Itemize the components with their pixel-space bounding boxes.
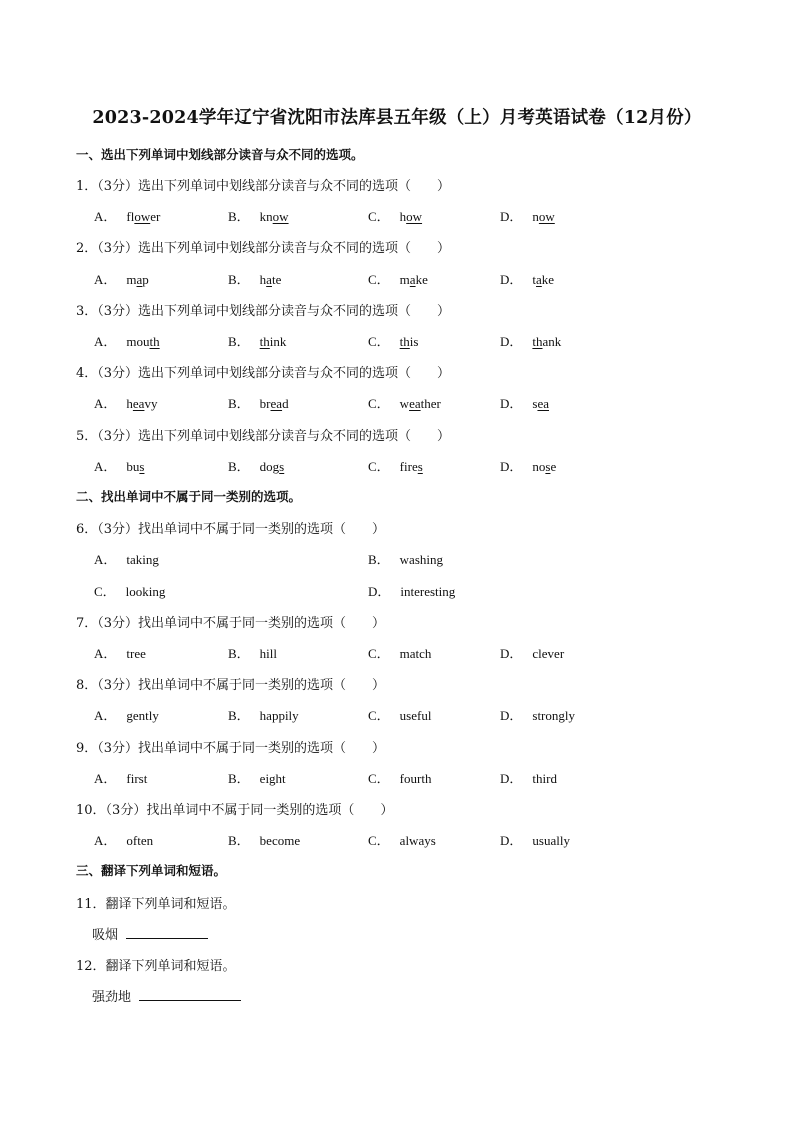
q5-option-a: A． bus [94, 459, 145, 474]
q12-answer-blank[interactable] [139, 988, 241, 1001]
q2-option-b: B． hate [228, 272, 282, 287]
q7-option-d: D． clever [500, 646, 565, 661]
question-5-stem: 5．（3分）选出下列单词中划线部分读音与众不同的选项（ ） [76, 429, 451, 444]
q1-option-b: B． know [228, 209, 289, 224]
question-1-stem: 1．（3分）选出下列单词中划线部分读音与众不同的选项（ ） [76, 179, 451, 194]
page-title: 2023-2024学年辽宁省沈阳市法库县五年级（上）月考英语试卷（12月份） [92, 108, 702, 128]
q7-option-a: A． tree [94, 646, 146, 661]
q5-option-c: C． fires [368, 459, 423, 474]
question-12-stem: 12．翻译下列单词和短语。 [76, 959, 236, 974]
q8-option-a: A． gently [94, 708, 159, 723]
q4-option-b: B． bread [228, 396, 289, 411]
question-8-stem: 8．（3分）找出单词中不属于同一类别的选项（ ） [76, 678, 386, 693]
q3-option-c: C． this [368, 334, 419, 349]
q10-option-b: B． become [228, 833, 301, 848]
q9-option-d: D． third [500, 771, 557, 786]
q5-option-d: D． nose [500, 459, 557, 474]
question-11-stem: 11．翻译下列单词和短语。 [76, 897, 236, 912]
q10-option-a: A． often [94, 833, 154, 848]
q11-answer-blank[interactable] [126, 926, 208, 939]
q7-option-b: B． hill [228, 646, 278, 661]
q3-option-a: A． mouth [94, 334, 160, 349]
q4-option-c: C． weather [368, 396, 441, 411]
q9-option-b: B． eight [228, 771, 286, 786]
q6-option-a: A． taking [94, 552, 159, 567]
question-9-stem: 9．（3分）找出单词中不属于同一类别的选项（ ） [76, 741, 386, 756]
question-4-stem: 4．（3分）选出下列单词中划线部分读音与众不同的选项（ ） [76, 366, 451, 381]
q5-option-b: B． dogs [228, 459, 285, 474]
q9-option-a: A． first [94, 771, 148, 786]
q6-option-b: B． washing [368, 552, 444, 567]
q8-option-c: C． useful [368, 708, 432, 723]
q2-option-d: D． take [500, 272, 555, 287]
question-7-stem: 7．（3分）找出单词中不属于同一类别的选项（ ） [76, 616, 386, 631]
q8-option-b: B． happily [228, 708, 299, 723]
q1-option-d: D． now [500, 209, 555, 224]
q11-prompt: 吸烟 [92, 928, 119, 943]
q9-option-c: C． fourth [368, 771, 432, 786]
q7-option-c: C． match [368, 646, 432, 661]
q6-option-c: C． looking [94, 584, 166, 599]
section-heading-2: 二、找出单词中不属于同一类别的选项。 [76, 489, 302, 504]
q10-option-d: D． usually [500, 833, 570, 848]
question-3-stem: 3．（3分）选出下列单词中划线部分读音与众不同的选项（ ） [76, 304, 451, 319]
q4-option-d: D． sea [500, 396, 549, 411]
q3-option-d: D． thank [500, 334, 562, 349]
question-10-stem: 10．（3分）找出单词中不属于同一类别的选项（ ） [76, 803, 394, 818]
q6-option-d: D． interesting [368, 584, 456, 599]
q1-option-a: A． flower [94, 209, 161, 224]
q10-option-c: C． always [368, 833, 436, 848]
section-heading-3: 三、翻译下列单词和短语。 [76, 863, 227, 878]
q2-option-c: C． make [368, 272, 428, 287]
q12-prompt: 强劲地 [92, 990, 132, 1005]
q2-option-a: A． map [94, 272, 149, 287]
question-2-stem: 2．（3分）选出下列单词中划线部分读音与众不同的选项（ ） [76, 241, 451, 256]
q3-option-b: B． think [228, 334, 287, 349]
q11-answer-row [92, 924, 208, 943]
question-6-stem: 6．（3分）找出单词中不属于同一类别的选项（ ） [76, 522, 386, 537]
q4-option-a: A． heavy [94, 396, 158, 411]
q8-option-d: D． strongly [500, 708, 576, 723]
q1-option-c: C． how [368, 209, 423, 224]
section-heading-1: 一、选出下列单词中划线部分读音与众不同的选项。 [76, 147, 364, 162]
q12-answer-row [92, 986, 241, 1005]
